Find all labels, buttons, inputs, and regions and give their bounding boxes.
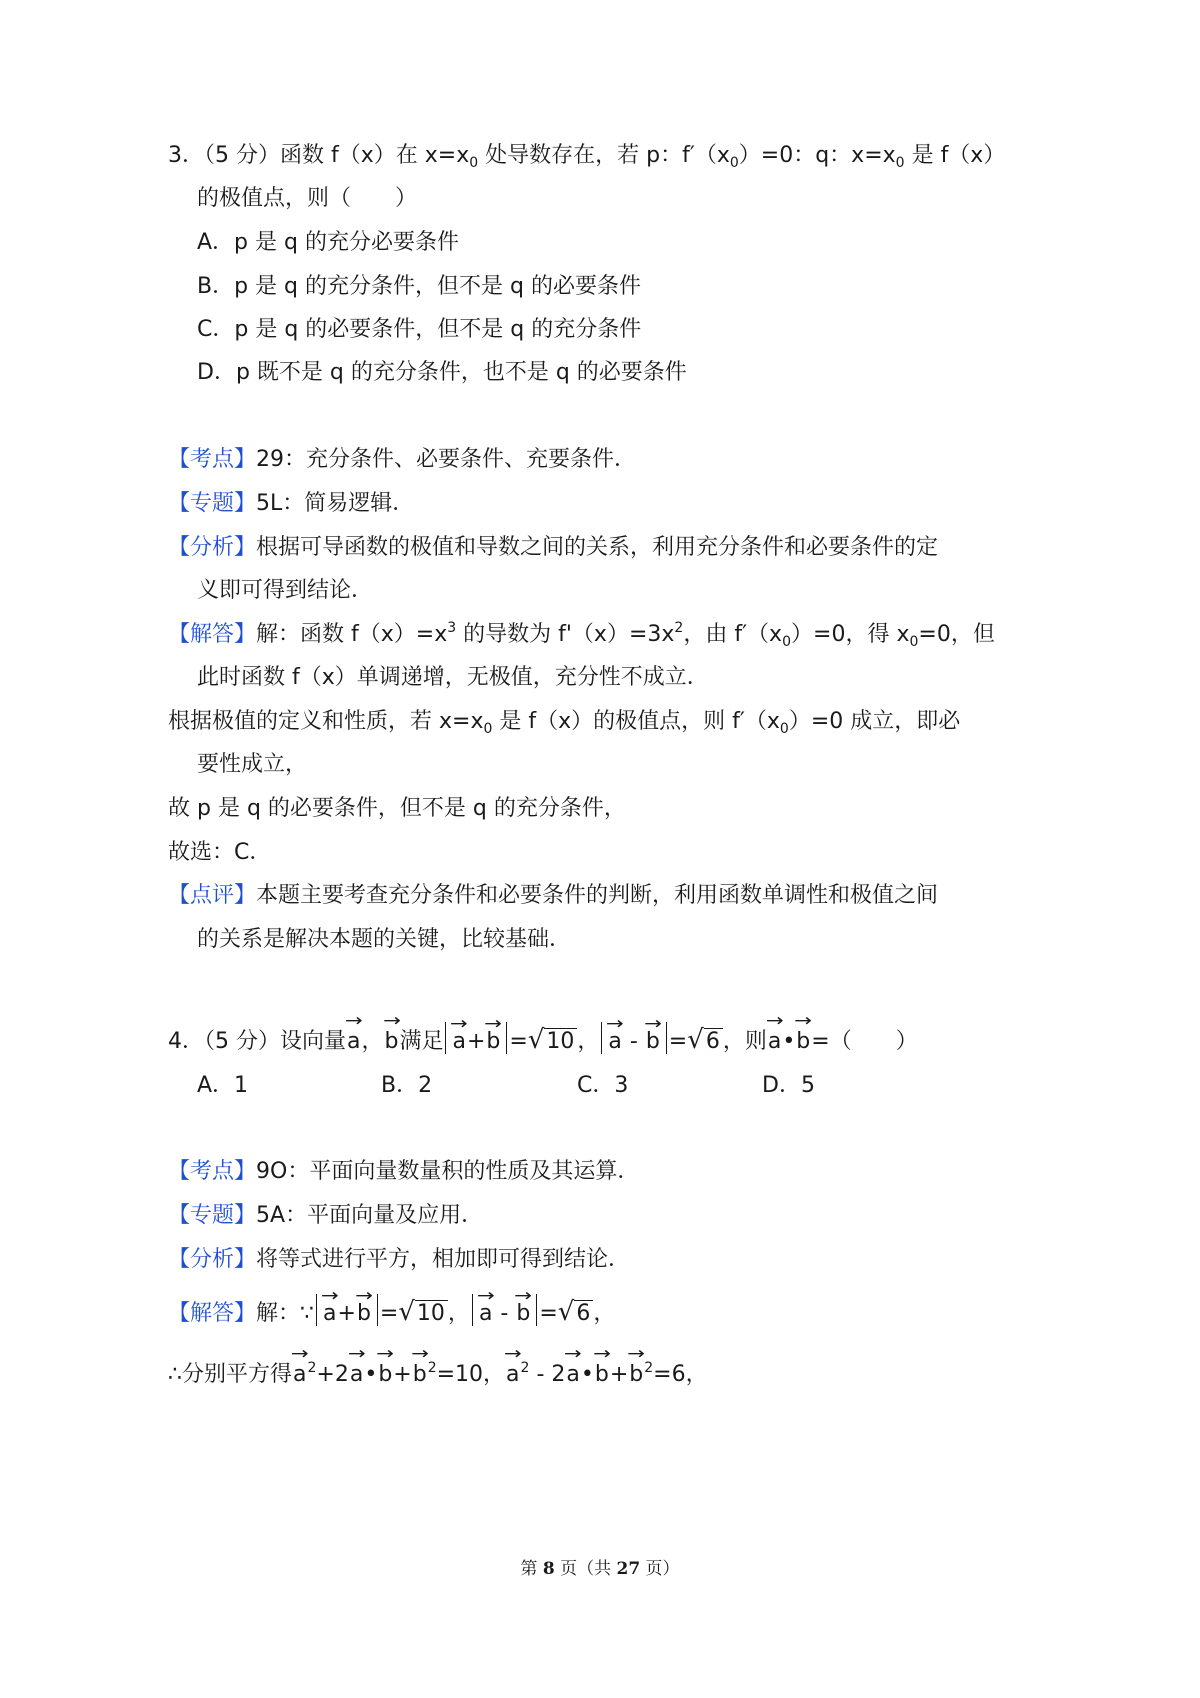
q3-kaodian: 【考点】29：充分条件、必要条件、充要条件． xyxy=(168,447,637,472)
q4-stem: 4．（5 分）设向量→ a，→ b满足→ a+→ b =√10 ，→ a - → b =√6 ，则→ a•→ b=（ ） xyxy=(168,1019,918,1057)
fenxi-tag: 【分析】 xyxy=(168,535,257,560)
q3-jieda-line3: 根据极值的定义和性质，若 $x=x_0$ 是 f（x）的极值点，则 $f'(x_0)=0$ 成立，即必 xyxy=(168,709,961,737)
q3-option-d: D．p 既不是 q 的充分条件，也不是 q 的必要条件 xyxy=(197,360,687,385)
kaodian-tag: 【考点】 xyxy=(168,447,257,472)
q3-jieda-line2: 此时函数 f（x）单调递增，无极值，充分性不成立． xyxy=(197,665,709,690)
page-footer: 第 8 页（共 27 页） xyxy=(520,1559,680,1579)
q4-option-c: C．3 xyxy=(577,1073,629,1098)
q3-jieda-line6: 故选：C． xyxy=(168,840,272,865)
page-number: 8 xyxy=(542,1559,555,1579)
q3-jieda-line4: 要性成立， xyxy=(197,752,308,777)
q3-dianping-line1: 【点评】本题主要考查充分条件和必要条件的判断，利用函数单调性和极值之间 xyxy=(168,883,939,908)
q3-jieda-line1: 【解答】解：函数 $f(x)=x^3$ 的导数为 $f'(x)=3x^2$，由 $f'(x_0)=0$，得 $x_0=0$，但 xyxy=(168,620,995,650)
q3-dianping-line2: 的关系是解决本题的关键，比较基础． xyxy=(197,927,572,952)
q3-fenxi-line1: 【分析】根据可导函数的极值和导数之间的关系，利用充分条件和必要条件的定 xyxy=(168,535,939,560)
q4-kaodian: 【考点】9O：平面向量数量积的性质及其运算． xyxy=(168,1159,640,1184)
q4-option-a: A．1 xyxy=(197,1073,249,1098)
sqrt-symbol: √10 xyxy=(528,1025,578,1057)
zhuanti-tag: 【专题】 xyxy=(168,491,257,516)
q3-option-b: B．p 是 q 的充分条件，但不是 q 的必要条件 xyxy=(197,274,641,299)
q4-option-b: B．2 xyxy=(381,1073,433,1098)
q3-zhuanti: 【专题】5L：简易逻辑． xyxy=(168,491,415,516)
q4-jieda-line1: 【解答】解：∵→ a+→ b =√10 ，→ a - → b =√6 ， xyxy=(168,1294,615,1329)
dianping-tag: 【点评】 xyxy=(168,883,257,908)
jieda-tag: 【解答】 xyxy=(168,622,257,647)
q4-jieda-line2: ∴分别平方得→ $a^2+2\to$ a•→ $b+\to b^2=10$，→ $a^2 - 2\to$ a•→ $b+\to b^2=6$， xyxy=(168,1352,708,1390)
q4-zhuanti: 【专题】5A：平面向量及应用． xyxy=(168,1203,484,1228)
page-total: 27 xyxy=(616,1559,641,1579)
q3-stem-line2: 的极值点，则（ ） xyxy=(197,186,418,211)
q4-fenxi: 【分析】将等式进行平方，相加即可得到结论． xyxy=(168,1247,631,1272)
q3-fenxi-line2: 义即可得到结论． xyxy=(197,578,374,603)
q3-option-c: C．p 是 q 的必要条件，但不是 q 的充分条件 xyxy=(197,317,642,342)
q3-jieda-line5: 故 p 是 q 的必要条件，但不是 q 的充分条件， xyxy=(168,796,626,821)
q3-option-a: A．p 是 q 的充分必要条件 xyxy=(197,230,459,255)
q4-option-d: D．5 xyxy=(762,1073,815,1098)
q3-stem-line1: 3．（5 分）函数 f（x）在 $x=x_0$ 处导数存在，若 p：$f'(x_0)=0$：q：$x=x_0$ 是 f（x） xyxy=(168,143,1006,171)
